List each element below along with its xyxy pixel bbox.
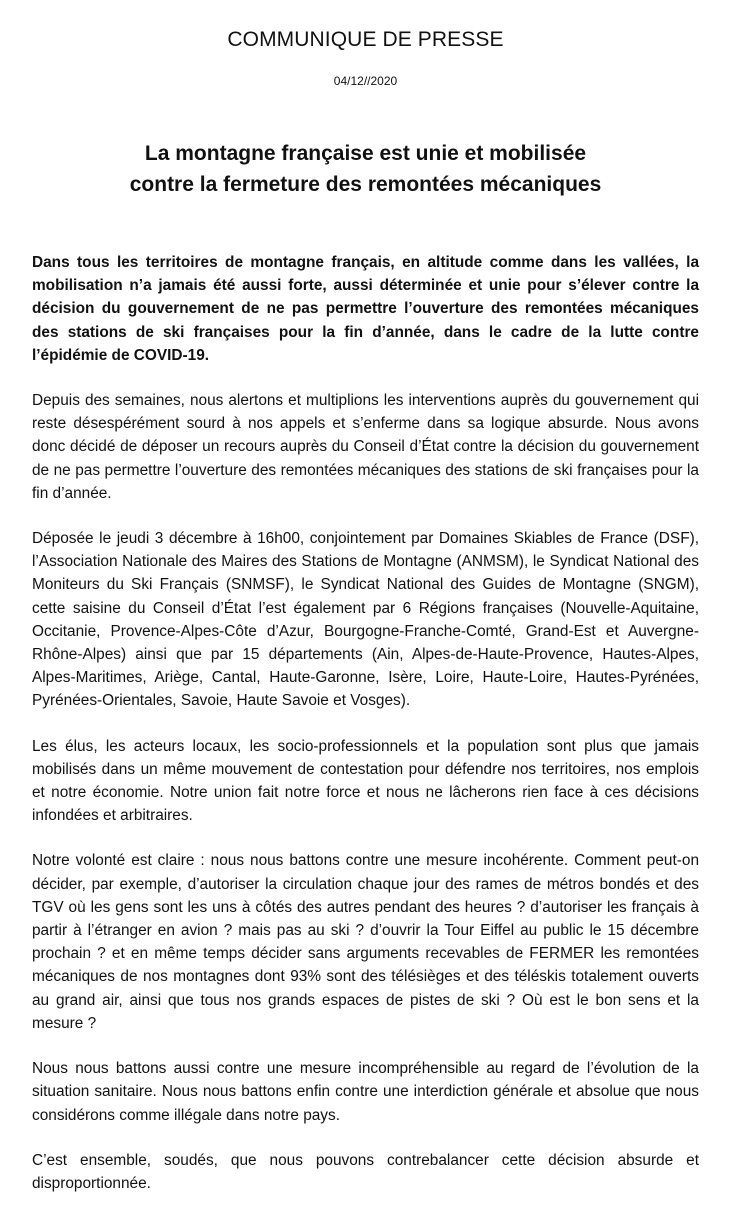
release-date: 04/12//2020: [333, 74, 398, 88]
title-line-2: contre la fermeture des remontées mécaniques: [129, 173, 602, 196]
body-paragraph-3: Les élus, les acteurs locaux, les socio-professionnels et la population sont plus que jamais mobilisés dans un même mouvement de contestation pour défendre nos territoires, nos emplois et notre économie. Notre union fait notre force et nous ne lâcherons rien face à ces décisions infondées et arbitraires.: [32, 737, 699, 825]
body-paragraph-2: Déposée le jeudi 3 décembre à 16h00, conjointement par Domaines Skiables de France (DSF), l’Association Nationale des Maires des Stations de Montagne (ANMSM), le Syndicat National des Moniteurs du Ski Français (SNMSF), le Syndicat National des Guides de Montagne (SNGM), cette saisine du Conseil d’État l’est également par 6 Régions françaises (Nouvelle-Aquitaine, Occitanie, Provence-Alpes-Côte d’Azur, Bourgogne-Franche-Comté, Grand-Est et Auvergne-Rhône-Alpes) ainsi que par 15 départements (Ain, Alpes-de-Haute-Provence, Hautes-Alpes, Alpes-Maritimes, Ariège, Cantal, Haute-Garonne, Isère, Loire, Haute-Loire, Hautes-Pyrénées, Pyrénées-Orientales, Savoie, Haute Savoie et Vosges).: [32, 530, 699, 710]
body-paragraph-6: C’est ensemble, soudés, que nous pouvons contrebalancer cette décision absurde et disproportionnée.: [32, 1151, 699, 1192]
press-release-page: [0, 28, 729, 1228]
title-line-1: La montagne française est unie et mobilisée: [144, 142, 587, 165]
document-type-heading: COMMUNIQUE DE PRESSE: [227, 28, 504, 51]
body-paragraph-5: Nous nous battons aussi contre une mesure incompréhensible au regard de l’évolution de la situation sanitaire. Nous nous battons enfin contre une interdiction générale et absolue que nous considérons comme illégale dans notre pays.: [32, 1060, 699, 1124]
body-paragraph-1: Depuis des semaines, nous alertons et multiplions les interventions auprès du gouvernement qui reste désespérément sourd à nos appels et s’enferme dans sa logique absurde. Nous avons donc décidé de déposer un recours auprès du Conseil d’État contre la décision du gouvernement de ne pas permettre l’ouverture des remontées mécaniques des stations de ski françaises pour la fin d’année.: [32, 392, 699, 502]
lead-paragraph: Dans tous les territoires de montagne français, en altitude comme dans les vallées, la mobilisation n’a jamais été aussi forte, aussi déterminée et unie pour s’élever contre la décision du gouvernement de ne pas permettre l’ouverture des remontées mécaniques des stations de ski françaises pour la fin d’année, dans le cadre de la lutte contre l’épidémie de COVID-19.: [32, 254, 699, 364]
body-paragraph-4: Notre volonté est claire : nous nous battons contre une mesure incohérente. Comment peut-on décider, par exemple, d’autoriser la circulation chaque jour des rames de métros bondés et des TGV où les gens sont les uns à côtés des autres pendant des heures ? d’autoriser les français à partir à l’étranger en avion ? mais pas au ski ? d’ouvrir la Tour Eiffel au public le 15 décembre prochain ? et en même temps décider sans arguments recevables de FERMER les remontées mécaniques de nos montagnes dont 93% sont des télésièges et des téléskis totalement ouverts au grand air, ainsi que tous nos grands espaces de pistes de ski ? Où est le bon sens et la mesure ?: [32, 852, 699, 1032]
press-release-title: [32, 138, 699, 200]
